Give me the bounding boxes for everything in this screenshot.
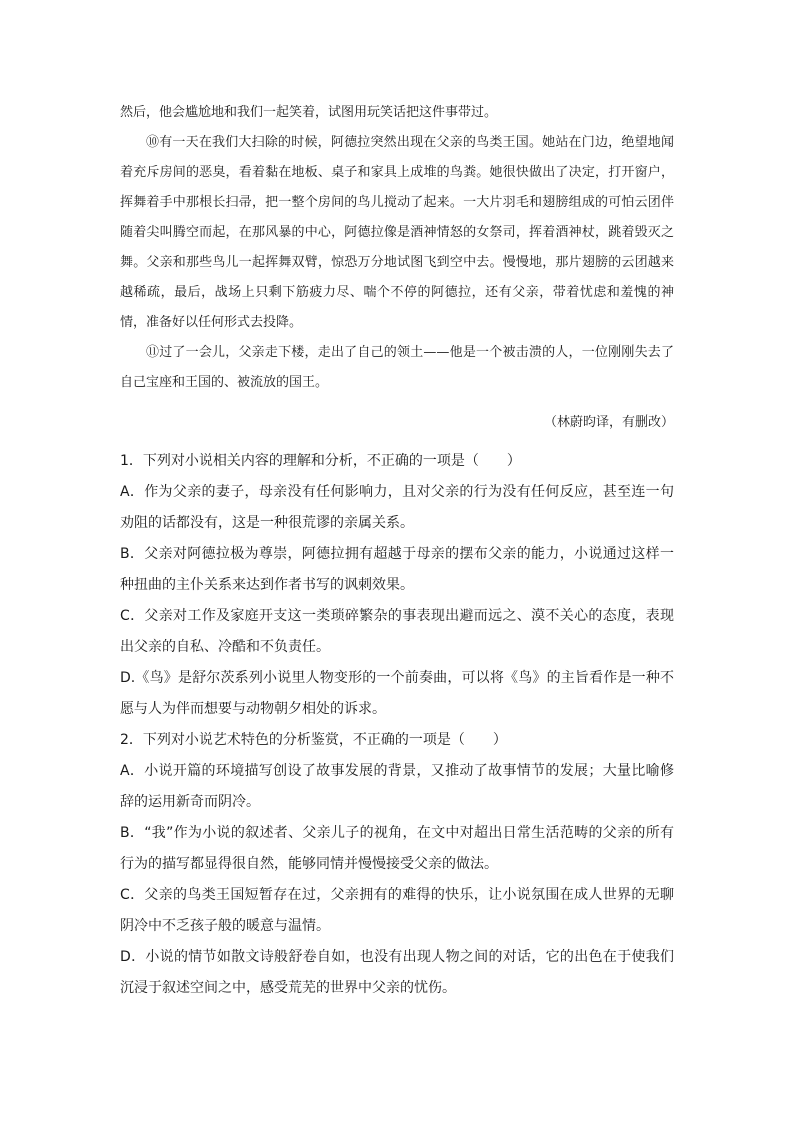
question-1-option-a: A．作为父亲的妻子，母亲没有任何影响力，且对父亲的行为没有任何反应，甚至连一句劝阻的话都没有，这是一种很荒谬的亲属关系。 [120, 484, 674, 531]
passage [120, 98, 674, 398]
passage-paragraph-11: ⑪过了一会儿，父亲走下楼，走出了自己的领土——他是一个被击溃的人，一位刚刚失去了自己宝座和王国的、被流放的国王。 [120, 345, 674, 390]
passage-paragraph-10: ⑩有一天在我们大扫除的时候，阿德拉突然出现在父亲的鸟类王国。她站在门边，绝望地闻着充斥房间的恶臭，看着黏在地板、桌子和家具上成堆的鸟粪。她很快做出了决定，打开窗户，挥舞着手中那根长扫帚，把一整个房间的鸟儿搅动了起来。一大片羽毛和翅膀组成的可怕云团伴随着尖叫腾空而起，在那风暴的中心，阿德拉像是酒神情怒的女祭司，挥着酒神杖，跳着毁灭之舞。父亲和那些鸟儿一起挥舞双臂，惊恐万分地试图飞到空中去。慢慢地，那片翅膀的云团越来越稀疏，最后，战场上只剩下筋疲力尽、喘个不停的阿德拉，还有父亲，带着忧虑和羞愧的神情，准备好以任何形式去投降。 [120, 135, 674, 330]
question-1-option-d: D.《鸟》是舒尔茨系列小说里人物变形的一个前奏曲，可以将《鸟》的主旨看作是一种不愿与人为伴而想要与动物朝夕相处的诉求。 [120, 670, 674, 717]
question-2-option-d: D．小说的情节如散文诗般舒卷自如，也没有出现人物之间的对话，它的出色在于使我们沉浸于叙述空间之中，感受荒芜的世界中父亲的忧伤。 [120, 949, 674, 996]
question-2-stem: 2．下列对小说艺术特色的分析鉴赏，不正确的一项是（ ） [120, 732, 507, 748]
passage-line-continuation: 然后，他会尴尬地和我们一起笑着，试图用玩笑话把这件事带过。 [120, 105, 498, 120]
question-1-option-b: B．父亲对阿德拉极为尊崇，阿德拉拥有超越于母亲的摆布父亲的能力，小说通过这样一种扭曲的主仆关系来达到作者书写的讽刺效果。 [120, 546, 674, 593]
question-2-option-a: A．小说开篇的环境描写创设了故事发展的背景，又推动了故事情节的发展；大量比喻修辞的运用新奇而阴冷。 [120, 763, 674, 810]
passage-source: （林蔚昀译，有删改） [543, 415, 674, 430]
question-1-stem: 1．下列对小说相关内容的理解和分析，不正确的一项是（ ） [120, 453, 521, 469]
questions-section [120, 446, 674, 1004]
question-2-option-c: C．父亲的鸟类王国短暂存在过，父亲拥有的难得的快乐，让小说氛围在成人世界的无聊阴冷中不乏孩子般的暖意与温情。 [120, 887, 674, 934]
question-2-option-b: B．“我”作为小说的叙述者、父亲儿子的视角，在文中对超出日常生活范畴的父亲的所有行为的描写都显得很自然，能够同情并慢慢接受父亲的做法。 [120, 825, 674, 872]
question-1-option-c: C．父亲对工作及家庭开支这一类琐碎繁杂的事表现出避而远之、漠不关心的态度，表现出父亲的自私、冷酷和不负责任。 [120, 608, 674, 655]
